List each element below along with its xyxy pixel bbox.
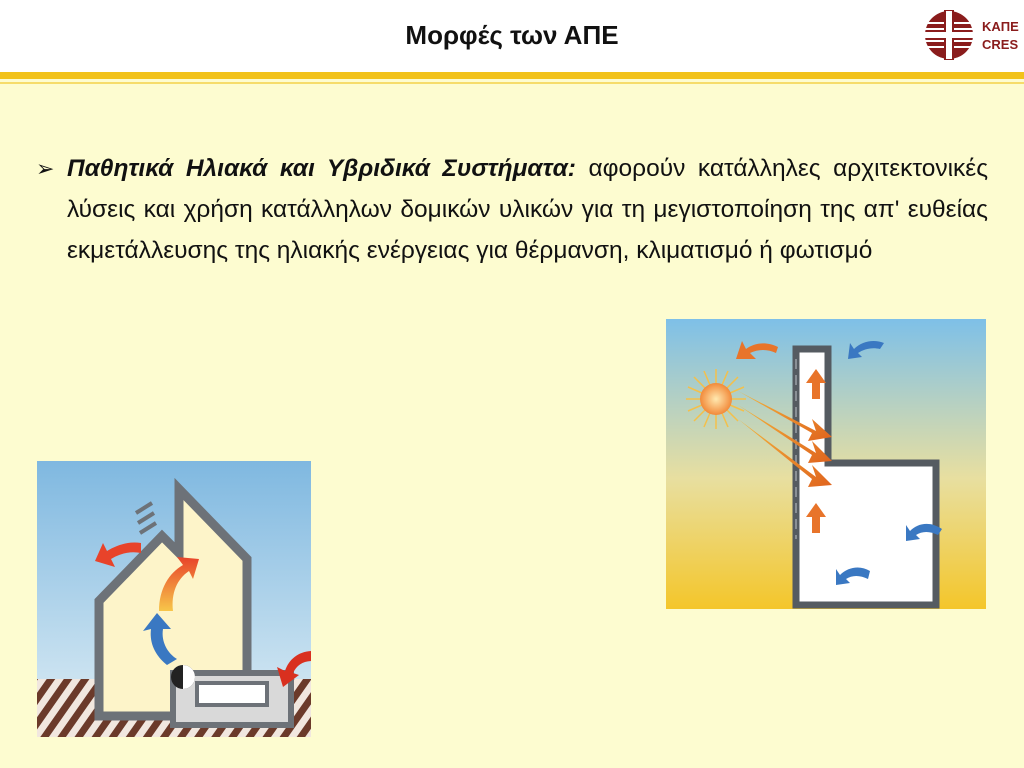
cres-logo-icon [922,8,978,64]
bullet-list [36,148,988,271]
cres-logo [922,8,1024,64]
logo-line-2: CRES [982,37,1019,52]
slide-header [0,0,1024,72]
logo-text [982,18,1019,54]
header-accent-bar [0,72,1024,79]
logo-line-1: ΚΑΠΕ [982,19,1019,34]
bullet-arrow-icon: ➢ [36,156,55,181]
page-title: Μορφές των ΑΠΕ [405,20,619,50]
bullet-body: αφορούν κατάλληλες αρχιτεκτονικές λύσεις και χρήση κατάλληλων δομικών υλικών για τη μεγιστοποίηση της απ' ευθείας εκμετάλλευσης της ηλιακής ενέργειας για θέρμανση, κλιματισμό ή φωτισμό [67,155,989,264]
passive-house-illustration [37,461,311,737]
bullet-lead: Παθητικά Ηλιακά και Υβριδικά Συστήματα: [67,155,576,182]
header-accent-line [0,82,1024,84]
solar-chimney-illustration [666,319,986,609]
bullet-paragraph [67,148,988,271]
